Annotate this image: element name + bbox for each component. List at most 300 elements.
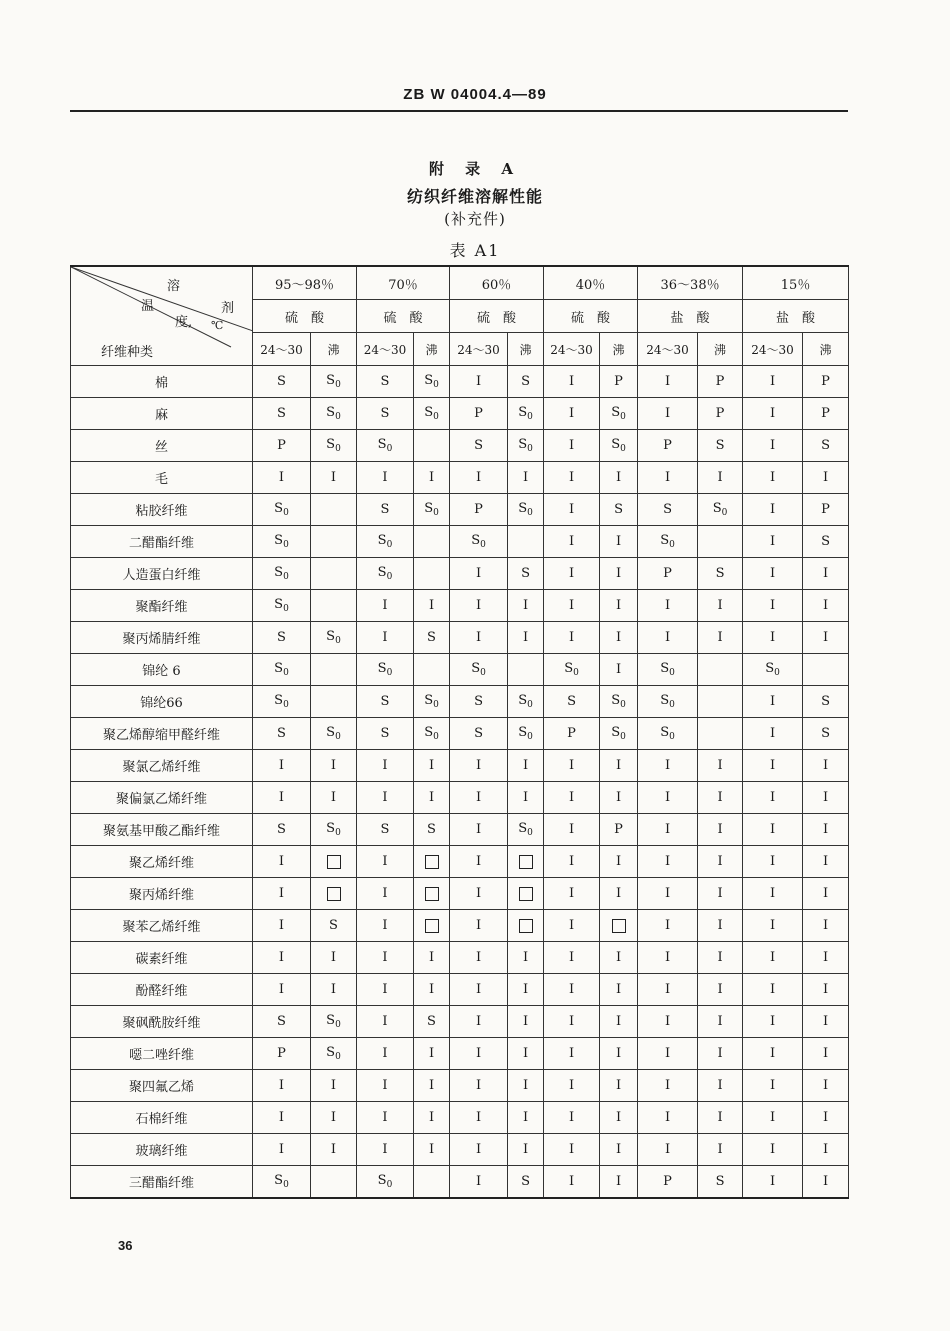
table-body (71, 366, 849, 1199)
subscript-zero: 0 (620, 412, 626, 422)
solubility-value-cell: P (600, 366, 638, 398)
solubility-value-cell: I (600, 1134, 638, 1166)
solubility-value-cell: I (508, 1102, 544, 1134)
solubility-value-cell: I (357, 750, 414, 782)
concentration-header: 15％ (743, 266, 849, 300)
solubility-value-cell: I (450, 1070, 508, 1102)
solubility-value-cell: I (450, 1006, 508, 1038)
solubility-value-cell: I (450, 974, 508, 1006)
solubility-value-cell: $S_0$ (311, 1006, 357, 1038)
solubility-value-cell: I (638, 782, 698, 814)
solubility-value-cell: S (357, 686, 414, 718)
solubility-value-cell: I (638, 590, 698, 622)
acid-header: 硫 酸 (253, 300, 357, 333)
fiber-name-cell: 粘胶纤维 (71, 494, 253, 526)
subscript-zero: 0 (669, 732, 675, 742)
table-row (71, 558, 849, 590)
solubility-value-cell: $S_0$ (357, 526, 414, 558)
table-row (71, 910, 849, 942)
solubility-value-cell: P (803, 366, 849, 398)
solubility-value-cell: I (698, 1038, 743, 1070)
solubility-value-cell (414, 878, 450, 910)
empty-box-icon (519, 855, 533, 869)
solubility-value-cell: I (253, 750, 311, 782)
fiber-name-cell: 聚砜酰胺纤维 (71, 1006, 253, 1038)
table-row (71, 878, 849, 910)
solubility-value-cell: I (698, 782, 743, 814)
solubility-value-cell (508, 910, 544, 942)
temp-room-header: 24～30 (638, 333, 698, 366)
solubility-value-cell (311, 686, 357, 718)
solubility-value-cell: $S_0$ (311, 1038, 357, 1070)
table-row (71, 1038, 849, 1070)
solubility-value-cell: $S_0$ (311, 398, 357, 430)
subscript-zero: 0 (335, 444, 341, 454)
fiber-name-cell: 三醋酯纤维 (71, 1166, 253, 1199)
acid-header: 硫 酸 (357, 300, 450, 333)
subscript-zero: 0 (527, 412, 533, 422)
solubility-value-cell (508, 878, 544, 910)
solubility-value-cell: I (803, 590, 849, 622)
solubility-value-cell: I (698, 846, 743, 878)
solubility-value-cell: I (414, 1038, 450, 1070)
appendix-note: (补充件) (444, 210, 506, 228)
concentration-header: 95～98％ (253, 266, 357, 300)
concentration-header: 60％ (450, 266, 544, 300)
table-row (71, 750, 849, 782)
solubility-value-cell: I (743, 846, 803, 878)
solubility-value-cell: I (357, 1134, 414, 1166)
subscript-zero: 0 (335, 1020, 341, 1030)
solubility-value-cell: $S_0$ (508, 814, 544, 846)
solubility-value-cell: I (743, 878, 803, 910)
solubility-value-cell: $S_0$ (311, 430, 357, 462)
solubility-value-cell: S (600, 494, 638, 526)
table-row (71, 1134, 849, 1166)
solubility-value-cell: S (450, 430, 508, 462)
solubility-value-cell: $S_0$ (253, 654, 311, 686)
solubility-value-cell: $S_0$ (544, 654, 600, 686)
solubility-value-cell: I (743, 366, 803, 398)
solubility-value-cell (698, 654, 743, 686)
solubility-value-cell: $S_0$ (414, 686, 450, 718)
solubility-value-cell: S (803, 526, 849, 558)
solubility-value-cell: I (414, 974, 450, 1006)
corner-unit-label: ℃ (211, 319, 224, 332)
solubility-value-cell: I (638, 1038, 698, 1070)
solubility-value-cell: $S_0$ (698, 494, 743, 526)
solubility-value-cell: I (253, 878, 311, 910)
solubility-value-cell: P (253, 1038, 311, 1070)
solubility-value-cell: I (357, 1038, 414, 1070)
concentration-header: 36～38％ (638, 266, 743, 300)
solubility-value-cell: I (743, 622, 803, 654)
solubility-value-cell: I (357, 974, 414, 1006)
temp-room-header: 24～30 (743, 333, 803, 366)
solubility-value-cell: I (253, 462, 311, 494)
solubility-value-cell: I (253, 1102, 311, 1134)
table-row (71, 1166, 849, 1199)
acid-header: 硫 酸 (544, 300, 638, 333)
solubility-value-cell: I (803, 750, 849, 782)
appendix-title: 附 录 A (428, 160, 522, 178)
solubility-value-cell: I (698, 750, 743, 782)
solubility-value-cell: S (508, 366, 544, 398)
solubility-value-cell: I (743, 1102, 803, 1134)
solubility-value-cell (698, 526, 743, 558)
solubility-value-cell: I (600, 462, 638, 494)
subscript-zero: 0 (774, 668, 780, 678)
acid-header: 盐 酸 (743, 300, 849, 333)
table-row (71, 366, 849, 398)
fiber-name-cell: 聚氯乙烯纤维 (71, 750, 253, 782)
subscript-zero: 0 (335, 1052, 341, 1062)
solubility-value-cell: I (253, 910, 311, 942)
solubility-value-cell: P (698, 366, 743, 398)
solubility-value-cell: I (311, 750, 357, 782)
solubility-value-cell: I (803, 558, 849, 590)
solubility-value-cell: P (638, 430, 698, 462)
solubility-value-cell: S (508, 558, 544, 590)
solubility-value-cell: I (544, 1134, 600, 1166)
solubility-value-cell: I (414, 1102, 450, 1134)
solubility-value-cell: I (803, 974, 849, 1006)
solubility-value-cell: I (600, 622, 638, 654)
subscript-zero: 0 (669, 540, 675, 550)
subscript-zero: 0 (573, 668, 579, 678)
subscript-zero: 0 (527, 700, 533, 710)
solubility-value-cell: S (357, 718, 414, 750)
solubility-value-cell (414, 430, 450, 462)
solubility-value-cell (414, 846, 450, 878)
solubility-value-cell: I (600, 558, 638, 590)
solubility-value-cell: I (638, 622, 698, 654)
temp-room-header: 24～30 (544, 333, 600, 366)
solubility-value-cell: I (803, 1102, 849, 1134)
solubility-value-cell: I (698, 942, 743, 974)
solubility-value-cell: P (450, 398, 508, 430)
solubility-value-cell: $S_0$ (357, 654, 414, 686)
solubility-value-cell: I (253, 1134, 311, 1166)
solubility-value-cell: I (743, 942, 803, 974)
table-row (71, 430, 849, 462)
solubility-value-cell: I (357, 942, 414, 974)
solubility-value-cell: S (803, 686, 849, 718)
solubility-value-cell: I (600, 974, 638, 1006)
corner-fiber-type-label: 纤维种类 (101, 345, 154, 360)
solubility-value-cell: I (414, 590, 450, 622)
solubility-value-cell: P (803, 494, 849, 526)
solubility-value-cell: S (253, 718, 311, 750)
solubility-value-cell: I (638, 878, 698, 910)
solubility-value-cell: S (698, 558, 743, 590)
solubility-value-cell: S (253, 398, 311, 430)
solubility-value-cell: $S_0$ (600, 718, 638, 750)
solubility-value-cell: I (508, 974, 544, 1006)
subscript-zero: 0 (480, 668, 486, 678)
solubility-value-cell: P (600, 814, 638, 846)
solubility-value-cell: I (544, 1006, 600, 1038)
solubility-value-cell (600, 910, 638, 942)
solubility-value-cell: P (698, 398, 743, 430)
solubility-value-cell: I (698, 1070, 743, 1102)
corner-temperature-label: 温 (141, 299, 155, 314)
subscript-zero: 0 (335, 380, 341, 390)
subscript-zero: 0 (283, 540, 289, 550)
solubility-value-cell: I (450, 846, 508, 878)
temp-boil-header: 沸 (414, 333, 450, 366)
subscript-zero: 0 (283, 508, 289, 518)
solubility-value-cell: I (544, 526, 600, 558)
table-row (71, 718, 849, 750)
solubility-value-cell: I (357, 910, 414, 942)
solubility-value-cell: I (357, 462, 414, 494)
solubility-value-cell: I (311, 1134, 357, 1166)
solubility-value-cell (414, 1166, 450, 1199)
subscript-zero: 0 (386, 444, 393, 454)
solubility-value-cell (414, 526, 450, 558)
solubility-value-cell (414, 558, 450, 590)
solubility-value-cell: I (698, 462, 743, 494)
solubility-value-cell: S (253, 814, 311, 846)
concentration-header: 40％ (544, 266, 638, 300)
fiber-name-cell: 聚氨基甲酸乙酯纤维 (71, 814, 253, 846)
solubility-value-cell: S (357, 398, 414, 430)
solubility-value-cell: I (638, 974, 698, 1006)
subscript-zero: 0 (335, 636, 341, 646)
subscript-zero: 0 (620, 444, 626, 454)
table-row (71, 590, 849, 622)
table-row (71, 654, 849, 686)
solubility-value-cell: I (357, 1006, 414, 1038)
solubility-value-cell: I (414, 782, 450, 814)
solubility-value-cell: $S_0$ (253, 526, 311, 558)
solubility-value-cell: $S_0$ (311, 718, 357, 750)
solubility-value-cell (311, 846, 357, 878)
subscript-zero: 0 (620, 732, 626, 742)
standard-code: ZB W 04004.4—89 (403, 86, 547, 103)
table-row (71, 494, 849, 526)
solubility-value-cell: I (743, 462, 803, 494)
temp-boil-header: 沸 (600, 333, 638, 366)
empty-box-icon (519, 887, 533, 901)
solubility-value-cell: I (743, 974, 803, 1006)
subscript-zero: 0 (480, 540, 486, 550)
solubility-value-cell: I (450, 1166, 508, 1199)
subscript-zero: 0 (335, 828, 341, 838)
solubility-value-cell: I (638, 398, 698, 430)
solubility-value-cell: $S_0$ (508, 430, 544, 462)
solubility-value-cell (508, 846, 544, 878)
solubility-value-cell: I (311, 1102, 357, 1134)
solubility-value-cell: $S_0$ (414, 718, 450, 750)
solubility-value-cell: I (698, 590, 743, 622)
solubility-value-cell: I (311, 462, 357, 494)
solubility-value-cell: I (600, 1038, 638, 1070)
solubility-value-cell: I (743, 1006, 803, 1038)
subscript-zero: 0 (527, 732, 533, 742)
temp-boil-header: 沸 (508, 333, 544, 366)
solubility-value-cell: I (450, 910, 508, 942)
solubility-value-cell: $S_0$ (600, 398, 638, 430)
solubility-value-cell: S (357, 814, 414, 846)
solubility-value-cell: I (743, 718, 803, 750)
solubility-value-cell: P (803, 398, 849, 430)
solubility-value-cell: S (698, 430, 743, 462)
solubility-value-cell: S (414, 622, 450, 654)
solubility-value-cell: I (600, 526, 638, 558)
solubility-value-cell: P (638, 1166, 698, 1199)
subscript-zero: 0 (283, 604, 289, 614)
page-number: 36 (118, 1238, 133, 1253)
solubility-value-cell: I (311, 974, 357, 1006)
solubility-value-cell: I (357, 1102, 414, 1134)
solubility-value-cell: I (638, 1070, 698, 1102)
solubility-value-cell: I (600, 942, 638, 974)
solubility-value-cell: $S_0$ (357, 430, 414, 462)
subscript-zero: 0 (283, 572, 289, 582)
solubility-value-cell: I (803, 942, 849, 974)
solubility-value-cell: I (253, 1070, 311, 1102)
empty-box-icon (425, 887, 439, 901)
fiber-name-cell: 聚偏氯乙烯纤维 (71, 782, 253, 814)
solubility-value-cell: S (508, 1166, 544, 1199)
temp-boil-header: 沸 (803, 333, 849, 366)
subscript-zero: 0 (386, 668, 393, 678)
subscript-zero: 0 (335, 732, 341, 742)
solubility-value-cell: S (414, 1006, 450, 1038)
solubility-value-cell: $S_0$ (357, 1166, 414, 1199)
subscript-zero: 0 (527, 828, 533, 838)
solubility-value-cell: I (698, 974, 743, 1006)
solubility-value-cell: I (638, 750, 698, 782)
table-row (71, 846, 849, 878)
solubility-value-cell: $S_0$ (253, 1166, 311, 1199)
solubility-value-cell: S (450, 686, 508, 718)
solubility-value-cell: I (253, 974, 311, 1006)
solubility-value-cell: I (600, 1102, 638, 1134)
solubility-value-cell: P (253, 430, 311, 462)
solubility-value-cell: I (508, 622, 544, 654)
empty-box-icon (519, 919, 533, 933)
solubility-value-cell: I (803, 1038, 849, 1070)
solubility-value-cell: I (544, 750, 600, 782)
solubility-value-cell: $S_0$ (414, 398, 450, 430)
subscript-zero: 0 (386, 572, 393, 582)
solubility-value-cell: S (638, 494, 698, 526)
subscript-zero: 0 (283, 700, 289, 710)
solubility-value-cell: I (414, 942, 450, 974)
solubility-value-cell: $S_0$ (311, 814, 357, 846)
solubility-value-cell: S (253, 1006, 311, 1038)
solubility-value-cell: S (544, 686, 600, 718)
solubility-value-cell: I (600, 846, 638, 878)
fiber-name-cell: 碳素纤维 (71, 942, 253, 974)
solubility-value-cell: I (743, 1166, 803, 1199)
solubility-value-cell: I (544, 590, 600, 622)
fiber-name-cell: 聚苯乙烯纤维 (71, 910, 253, 942)
solubility-value-cell: I (508, 750, 544, 782)
solubility-value-cell: I (743, 686, 803, 718)
solubility-value-cell: I (638, 942, 698, 974)
solubility-value-cell: I (450, 878, 508, 910)
corner-header-cell (71, 266, 253, 366)
solubility-value-cell: P (638, 558, 698, 590)
solubility-value-cell: I (743, 782, 803, 814)
temp-room-header: 24～30 (357, 333, 414, 366)
solubility-value-cell: I (544, 782, 600, 814)
table-row (71, 1070, 849, 1102)
solubility-value-cell: I (544, 462, 600, 494)
solubility-value-cell: I (600, 1166, 638, 1199)
solubility-value-cell: S (253, 622, 311, 654)
solubility-value-cell: I (450, 590, 508, 622)
fiber-name-cell: 噁二唑纤维 (71, 1038, 253, 1070)
solubility-value-cell: I (253, 846, 311, 878)
temp-boil-header: 沸 (311, 333, 357, 366)
solubility-value-cell (803, 654, 849, 686)
solubility-value-cell: S (698, 1166, 743, 1199)
solubility-value-cell: I (600, 878, 638, 910)
solubility-value-cell: I (544, 1102, 600, 1134)
solubility-value-cell: I (698, 878, 743, 910)
solubility-value-cell: I (311, 942, 357, 974)
solubility-value-cell: $S_0$ (638, 654, 698, 686)
solubility-value-cell: I (544, 878, 600, 910)
header-rule (70, 110, 848, 112)
solubility-value-cell: S (311, 910, 357, 942)
solubility-value-cell: S (357, 494, 414, 526)
fiber-name-cell: 聚酯纤维 (71, 590, 253, 622)
solubility-value-cell: S (450, 718, 508, 750)
solubility-value-cell: $S_0$ (450, 654, 508, 686)
table-row (71, 526, 849, 558)
solubility-value-cell: I (698, 1006, 743, 1038)
solubility-value-cell (311, 1166, 357, 1199)
subscript-zero: 0 (527, 508, 533, 518)
fiber-name-cell: 石棉纤维 (71, 1102, 253, 1134)
solubility-value-cell: I (508, 1070, 544, 1102)
solubility-value-cell (311, 558, 357, 590)
table-label: 表 A1 (449, 241, 501, 260)
solubility-value-cell: I (803, 814, 849, 846)
subscript-zero: 0 (669, 700, 675, 710)
solubility-value-cell: I (450, 942, 508, 974)
solubility-value-cell: S (803, 430, 849, 462)
solubility-value-cell: $S_0$ (253, 494, 311, 526)
fiber-name-cell: 聚乙烯醇缩甲醛纤维 (71, 718, 253, 750)
acid-header: 硫 酸 (450, 300, 544, 333)
solubility-value-cell: I (544, 494, 600, 526)
solubility-value-cell: I (743, 558, 803, 590)
solubility-value-cell: I (638, 814, 698, 846)
solubility-value-cell: $S_0$ (253, 590, 311, 622)
solubility-table (70, 265, 849, 1199)
solubility-value-cell: I (803, 622, 849, 654)
subscript-zero: 0 (283, 668, 289, 678)
solubility-value-cell: I (544, 622, 600, 654)
solubility-value-cell: $S_0$ (638, 718, 698, 750)
appendix-subtitle: 纺织纤维溶解性能 (406, 187, 543, 206)
subscript-zero: 0 (433, 732, 439, 742)
solubility-value-cell: I (743, 910, 803, 942)
solubility-value-cell: I (311, 782, 357, 814)
solubility-value-cell: I (357, 878, 414, 910)
solubility-value-cell: I (600, 590, 638, 622)
solubility-value-cell: I (508, 1006, 544, 1038)
solubility-value-cell: $S_0$ (743, 654, 803, 686)
solubility-value-cell: $S_0$ (450, 526, 508, 558)
